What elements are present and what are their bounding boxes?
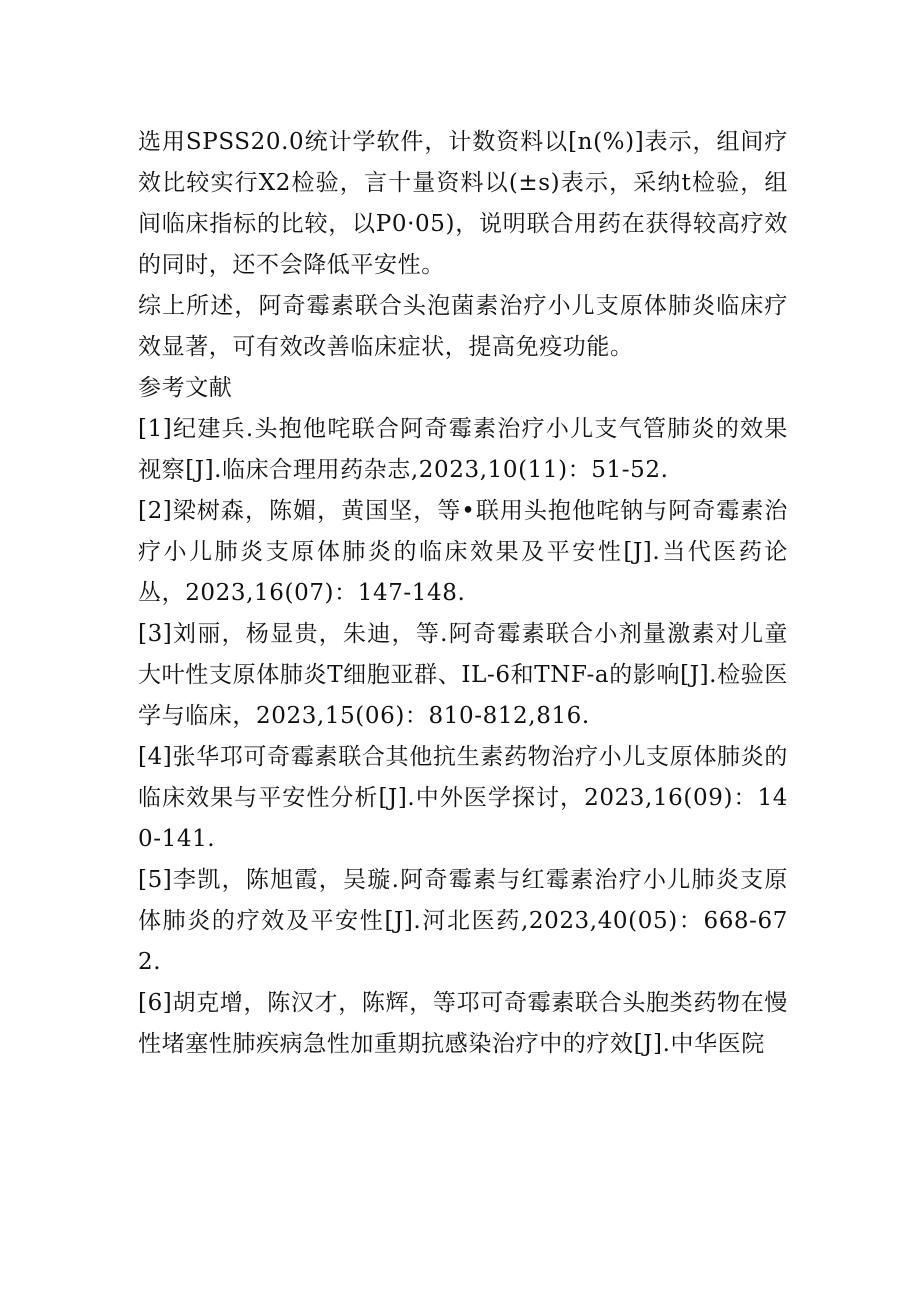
document-body — [138, 122, 788, 1065]
reference-item-2: [2]梁树森，陈媚，黄国坚，等•联用头抱他咤钠与阿奇霉素治疗小儿肺炎支原体肺炎的临床效果及平安性[J].当代医药论丛，2023,16(07)：147-148. — [138, 498, 788, 606]
reference-item-6: [6]胡克增，陈汉才，陈辉，等邛可奇霉素联合头胞类药物在慢性堵塞性肺疾病急性加重期抗感染治疗中的疗效[J].中华医院 — [138, 990, 788, 1057]
body-paragraph-conclusion: 综上所述，阿奇霉素联合头泡菌素治疗小儿支原体肺炎临床疗效显著，可有效改善临床症状，提高免疫功能。 — [138, 293, 788, 360]
reference-item-3: [3]刘丽，杨显贵，朱迪，等.阿奇霉素联合小剂量激素对儿童大叶性支原体肺炎T细胞亚群、IL-6和TNF-a的影响[J].检验医学与临床，2023,15(06)：810-812,816. — [138, 621, 788, 729]
reference-item-5: [5]李凯，陈旭霞，吴璇.阿奇霉素与红霉素治疗小儿肺炎支原体肺炎的疗效及平安性[J].河北医药,2023,40(05)：668-672. — [138, 867, 788, 975]
reference-item-4: [4]张华邛可奇霉素联合其他抗生素药物治疗小儿支原体肺炎的临床效果与平安性分析[J].中外医学探讨，2023,16(09)：140-141. — [138, 744, 788, 852]
reference-item-1: [1]纪建兵.头抱他咤联合阿奇霉素治疗小儿支气管肺炎的效果视察[J].临床合理用药杂志,2023,10(11)：51-52. — [138, 416, 788, 483]
body-paragraph-methods: 选用SPSS20.0统计学软件，计数资料以[n(%)]表示，组间疗效比较实行X2检验，言十量资料以(±s)表示，采纳t检验，组间临床指标的比较，以P0·05)，说明联合用药在获得较高疗效的同时，还不会降低平安性。 — [138, 129, 788, 278]
references-heading: 参考文献 — [138, 375, 233, 401]
